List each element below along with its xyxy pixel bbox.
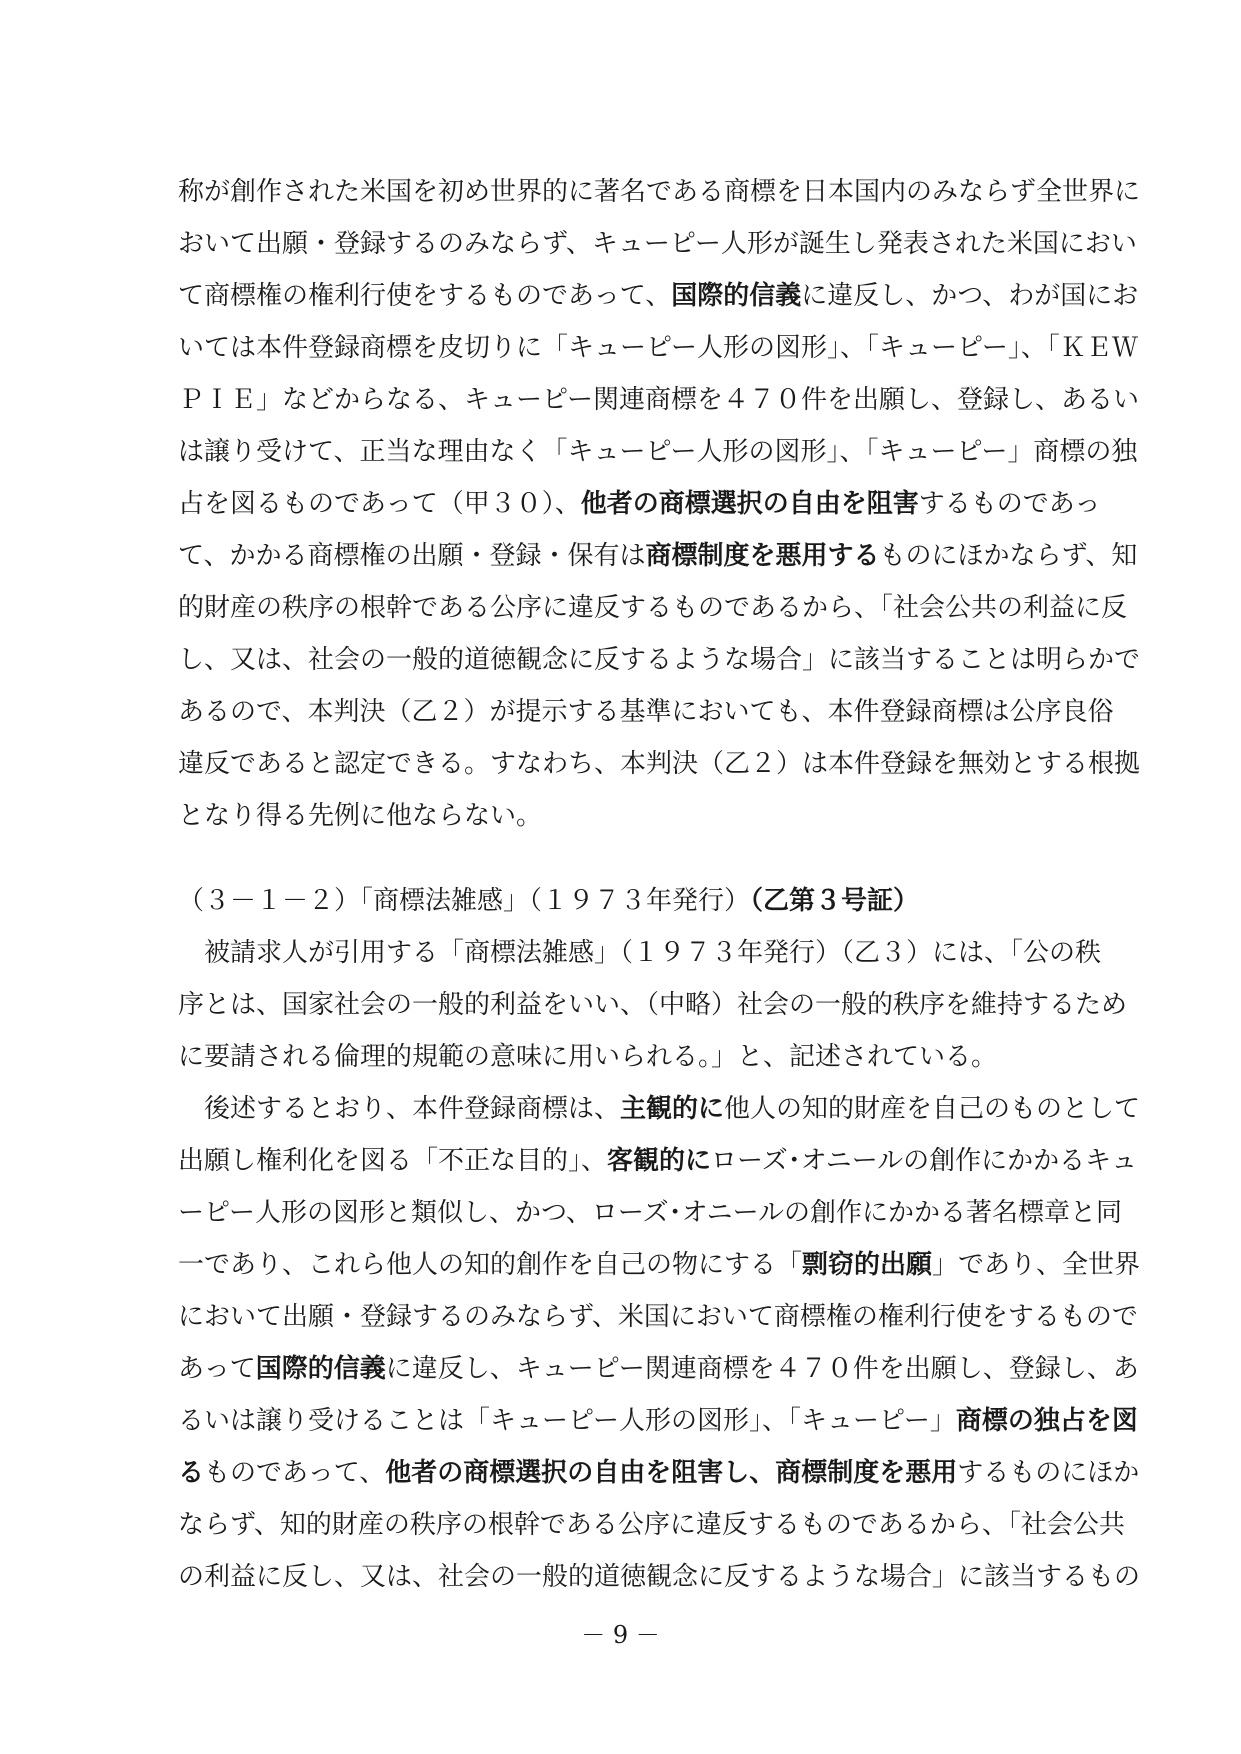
bold-text: 商標制度を悪用する [645,541,880,571]
text-segment: あって [178,1354,256,1384]
text-segment: るいは譲り受けることは「キューピー人形の図形」、「キューピー」 [178,1406,956,1436]
text-segment: は譲り受けて、正当な理由なく「キューピー人形の図形」、「キューピー」商標の独 [178,437,1138,467]
text-segment: するものであっ [918,489,1101,519]
text-segment: 他人の知的財産を自己のものとして [724,1094,1141,1124]
text-segment: 的財産の秩序の根幹である公序に違反するものであるから、「社会公共の利益に反 [178,593,1128,623]
text-line [178,1549,1141,1605]
bold-text: （乙第３号証） [750,886,920,916]
text-segment: の利益に反し、又は、社会の一般的道徳観念に反するような場合」に該当するもの [178,1562,1141,1592]
text-segment: 序とは、国家社会の一般的利益をいい、（中略）社会の一般的秩序を維持するため [178,990,1128,1020]
text-line [178,1289,1138,1345]
text-line [178,528,1138,584]
text-segment: ものにほかならず、知 [879,541,1138,571]
bold-text: 客観的に [607,1146,712,1176]
text-segment: に違反し、キューピー関連商標を４７０件を出願し、登録し、あ [385,1354,1139,1384]
text-line [178,268,1139,324]
text-segment: に要請される倫理的規範の意味に用いられる。」と、記述されている。 [178,1042,998,1072]
bold-text: 国際的信義 [255,1354,386,1384]
text-line [178,977,1128,1033]
text-segment: いては本件登録商標を皮切りに「キューピー人形の図形」、「キューピー」、「ＫＥＷ [178,333,1138,363]
text-segment: ローズ･オニールの創作にかかるキュ [711,1146,1138,1176]
text-line [178,1497,1125,1553]
text-segment: となり得る先例に他ならない。 [178,801,543,831]
text-line [178,925,1102,981]
text-line [178,320,1138,376]
text-line [178,1081,1141,1137]
text-segment: するものにほか [957,1458,1140,1488]
text-segment: ーピー人形の図形と類似し、かつ、ローズ･オニールの創作にかかる著名標章と同 [178,1198,1123,1228]
text-line [178,372,1139,428]
text-line [178,1445,1140,1501]
text-segment: ＰＩＥ」などからなる、キューピー関連商標を４７０件を出願し、登録し、あるい [178,385,1139,415]
text-line [178,788,1098,844]
text-line [178,476,1101,532]
bold-text: 他者の商標選択の自由を阻害し、商標制度を悪用 [385,1458,958,1488]
text-line [178,1029,1098,1085]
text-segment: 占を図るものであって（甲３０）、 [178,489,581,519]
text-segment: において出願・登録するのみならず、米国において商標権の権利行使をするもので [178,1302,1138,1332]
bold-text: 他者の商標選択の自由を阻害 [580,489,919,519]
text-segment: おいて出願・登録するのみならず、キューピー人形が誕生し発表された米国におい [178,229,1137,259]
text-segment: て商標権の権利行使をするものであって、 [178,281,672,311]
text-line [178,684,1114,740]
text-line [178,736,1141,792]
text-line [178,1133,1138,1189]
text-segment: 後述するとおり、本件登録商標は、 [178,1094,621,1124]
bold-text: 主観的に [620,1094,725,1124]
text-segment: （３－１－２）「商標法雑感」（１９７３年発行） [178,886,751,916]
text-segment: 被請求人が引用する「商標法雑感」（１９７３年発行）（乙３）には、「公の秩 [178,938,1102,968]
text-segment: に違反し、かつ、わが国にお [801,281,1139,311]
text-segment: あるので、本判決（乙２）が提示する基準においても、本件登録商標は公序良俗 [178,697,1114,727]
bold-text: 国際的信義 [671,281,802,311]
text-line [178,1237,1141,1293]
text-line [178,216,1137,272]
text-segment: 出願し権利化を図る「不正な目的」、 [178,1146,608,1176]
bold-text: 商標の独占を図 [955,1406,1138,1436]
bold-text: る [178,1458,205,1488]
page-number: － 9 － [581,1621,660,1649]
text-segment: ならず、知的財産の秩序の根幹である公序に違反するものであるから、「社会公共 [178,1510,1125,1540]
text-segment: て、かかる商標権の出願・登録・保有は [178,541,646,571]
text-line [178,632,1141,688]
text-line [178,424,1138,480]
text-segment: 違反であると認定できる。すなわち、本判決（乙２）は本件登録を無効とする根拠 [178,749,1141,779]
text-line [178,1393,1138,1449]
text-segment: 称が創作された米国を初め世界的に著名である商標を日本国内のみならず全世界に [178,177,1141,207]
bold-text: 剽窃的出願 [802,1250,933,1280]
text-line [178,1341,1139,1397]
text-line [178,580,1128,636]
text-line [178,164,1141,220]
text-segment: し、又は、社会の一般的道徳観念に反するような場合」に該当することは明らかで [178,645,1141,675]
text-segment: 」であり、全世界 [932,1250,1141,1280]
text-segment: 一であり、これら他人の知的創作を自己の物にする「 [178,1250,803,1280]
text-line [178,1185,1123,1241]
text-line [178,873,1098,929]
text-segment: ものであって、 [204,1458,386,1488]
